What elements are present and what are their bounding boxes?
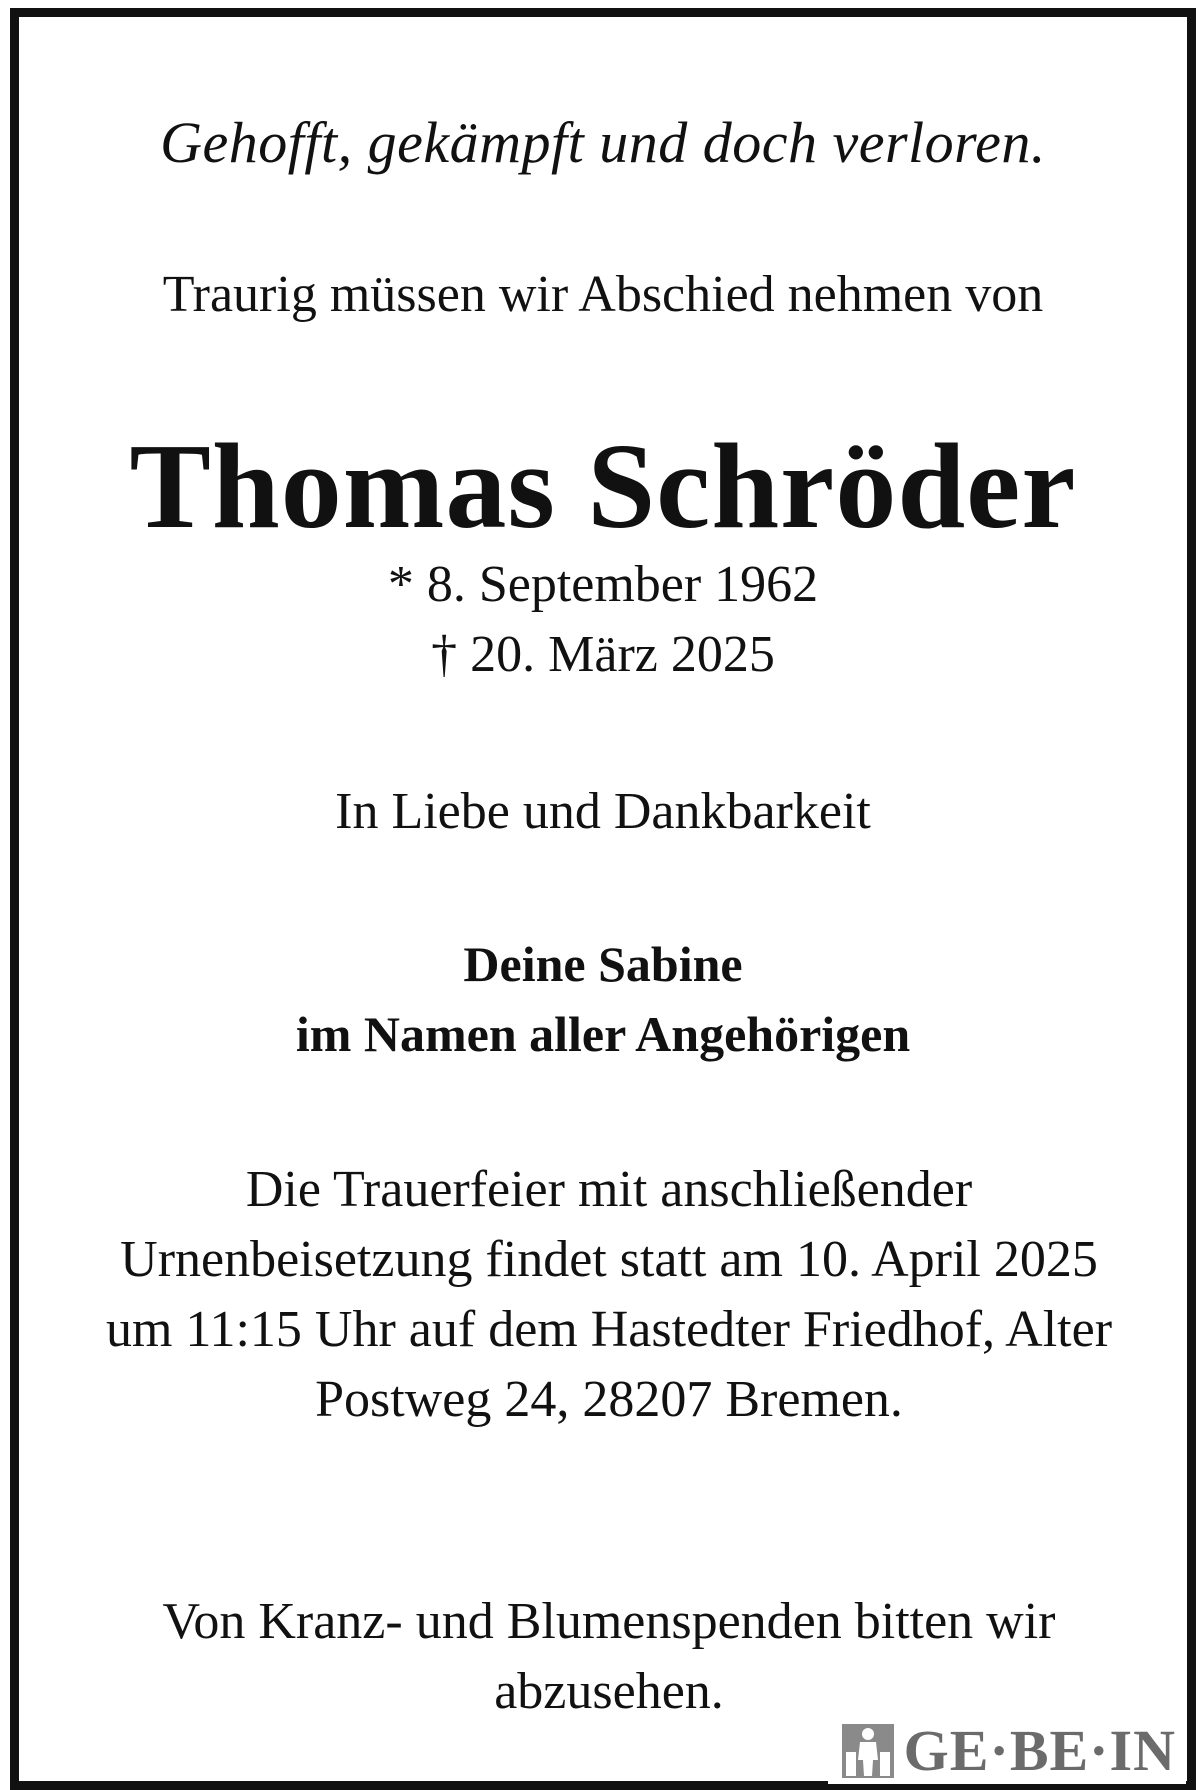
intro-text: Traurig müssen wir Abschied nehmen von — [162, 266, 1044, 323]
death-date: † 20. März 2025 — [431, 626, 775, 683]
closing-text: In Liebe und Dankbarkeit — [335, 783, 871, 840]
signature-line-2: im Namen aller Angehörigen — [295, 1006, 911, 1062]
flowers-note: Von Kranz- und Blumenspenden bitten wir abzusehen. — [162, 1593, 1056, 1720]
publisher-logo — [828, 1718, 1186, 1784]
figure-icon — [840, 1722, 896, 1780]
signature-line-1: Deine Sabine — [463, 936, 743, 992]
deceased-name: Thomas Schröder — [129, 419, 1077, 554]
birth-date: * 8. September 1962 — [387, 556, 819, 613]
obituary-frame — [10, 8, 1196, 1790]
motto: Gehofft, gekämpft und doch verloren. — [160, 110, 1046, 175]
service-info: Die Trauerfeier mit anschließender Urnenbeisetzung findet statt am 10. April 2025 um 11:15 Uhr auf dem Hastedter Friedhof, Alter Postweg 24, 28207 Bremen. — [105, 1161, 1113, 1428]
logo-text: GE·BE·IN — [903, 1718, 1176, 1783]
